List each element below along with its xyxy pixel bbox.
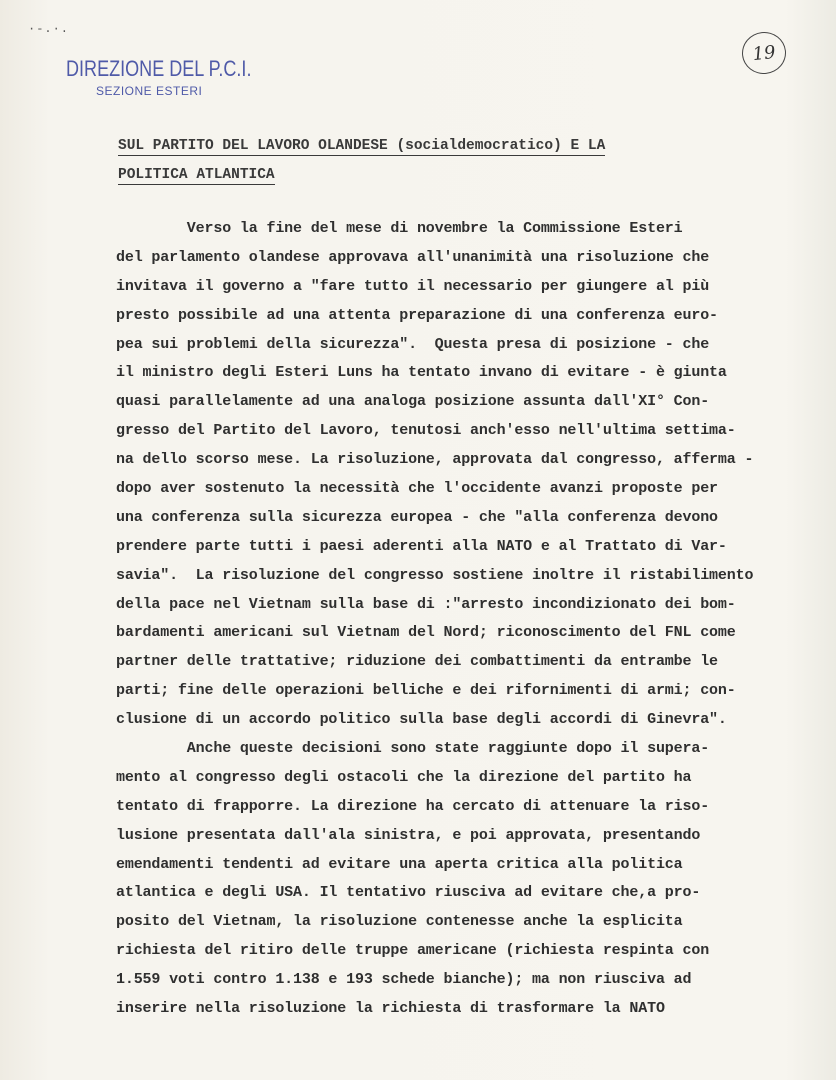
body-line: prendere parte tutti i paesi aderenti alla NATO e al Trattato di Var- bbox=[116, 537, 727, 555]
document-title bbox=[118, 132, 718, 190]
body-line: gresso del Partito del Lavoro, tenutosi anch'esso nell'ultima settima- bbox=[116, 422, 736, 440]
body-line: del parlamento olandese approvava all'unanimità una risoluzione che bbox=[116, 248, 710, 266]
body-line: mento al congresso degli ostacoli che la direzione del partito ha bbox=[116, 768, 692, 786]
body-line: inserire nella risoluzione la richiesta di trasformare la NATO bbox=[116, 1000, 665, 1018]
body-line: clusione di un accordo politico sulla base degli accordi di Ginevra". bbox=[116, 711, 727, 729]
page-number-circle bbox=[740, 30, 788, 76]
body-line: Anche queste decisioni sono state raggiunte dopo il supera- bbox=[116, 740, 710, 758]
body-line: il ministro degli Esteri Luns ha tentato invano di evitare - è giunta bbox=[116, 364, 727, 382]
body-line: partner delle trattative; riduzione dei combattimenti da entrambe le bbox=[116, 653, 718, 671]
body-line: della pace nel Vietnam sulla base di :"arresto incondizionato dei bom- bbox=[116, 595, 736, 613]
body-line: 1.559 voti contro 1.138 e 193 schede bianche); ma non riusciva ad bbox=[116, 971, 692, 989]
body-line: pea sui problemi della sicurezza". Questa presa di posizione - che bbox=[116, 335, 710, 353]
body-line: tentato di frapporre. La direzione ha cercato di attenuare la riso- bbox=[116, 797, 710, 815]
body-line: posito del Vietnam, la risoluzione contenesse anche la esplicita bbox=[116, 913, 683, 931]
corner-mark: ·-.·. bbox=[28, 22, 70, 36]
body-line: parti; fine delle operazioni belliche e dei rifornimenti di armi; con- bbox=[116, 682, 736, 700]
body-line: lusione presentata dall'ala sinistra, e poi approvata, presentando bbox=[116, 826, 701, 844]
body-line: Verso la fine del mese di novembre la Commissione Esteri bbox=[116, 220, 683, 237]
stamp-subtitle: SEZIONE ESTERI bbox=[96, 84, 203, 98]
body-line: una conferenza sulla sicurezza europea - che "alla conferenza devono bbox=[116, 508, 718, 526]
page-number: 19 bbox=[751, 41, 777, 65]
body-line: emendamenti tendenti ad evitare una aperta critica alla politica bbox=[116, 855, 683, 873]
body-line: quasi parallelamente ad una analoga posizione assunta dall'XI° Con- bbox=[116, 393, 710, 411]
body-line: presto possibile ad una attenta preparazione di una conferenza euro- bbox=[116, 306, 718, 324]
body-line: atlantica e degli USA. Il tentativo riusciva ad evitare che,a pro- bbox=[116, 884, 701, 902]
body-line: bardamenti americani sul Vietnam del Nord; riconoscimento del FNL come bbox=[116, 624, 736, 642]
stamp-title: DIREZIONE DEL P.C.I. bbox=[66, 56, 252, 81]
office-stamp bbox=[66, 56, 292, 98]
body-line: richiesta del ritiro delle truppe americane (richiesta respinta con bbox=[116, 942, 710, 960]
title-line-2: POLITICA ATLANTICA bbox=[118, 167, 275, 183]
body-line: invitava il governo a "fare tutto il necessario per giungere al più bbox=[116, 277, 710, 295]
body-line: dopo aver sostenuto la necessità che l'occidente avanzi proposte per bbox=[116, 480, 718, 498]
body-line: na dello scorso mese. La risoluzione, approvata dal congresso, afferma - bbox=[116, 451, 754, 469]
body-line: savia". La risoluzione del congresso sostiene inoltre il ristabilimento bbox=[116, 566, 754, 584]
title-line-1: SUL PARTITO DEL LAVORO OLANDESE (socialdemocratico) E LA bbox=[118, 138, 606, 154]
body-text bbox=[116, 215, 816, 1024]
